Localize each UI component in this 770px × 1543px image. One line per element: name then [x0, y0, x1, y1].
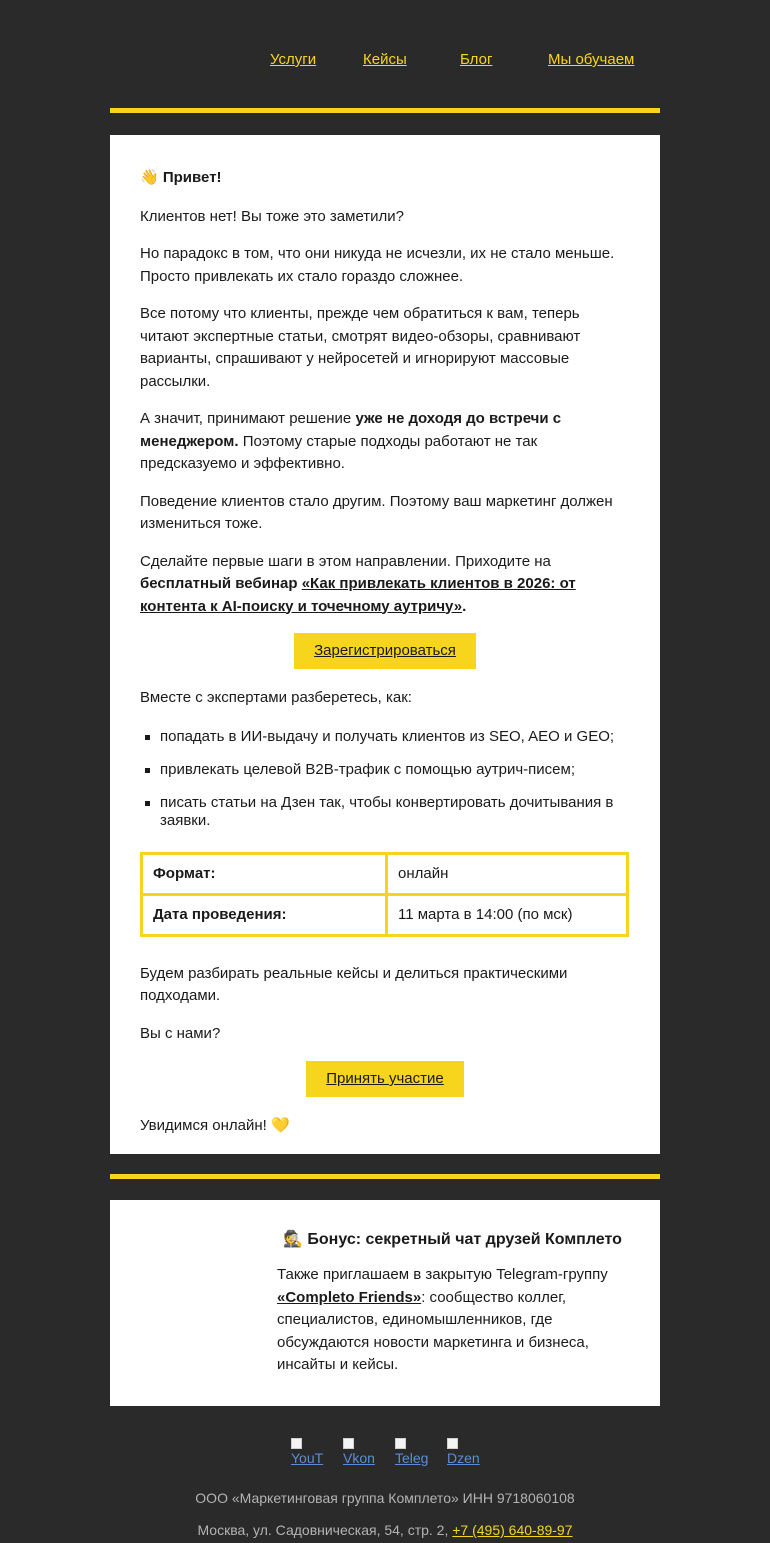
social-links: [0, 1438, 770, 1474]
date-label: Дата проведения:: [142, 894, 387, 935]
telegram-icon[interactable]: [395, 1438, 431, 1470]
benefits-list: [140, 728, 630, 830]
completo-friends-link[interactable]: «Completo Friends»: [277, 1288, 422, 1306]
footer-phone-link[interactable]: +7 (495) 640-89-97: [452, 1522, 573, 1538]
letter-body: [110, 135, 660, 1154]
paragraph-1: Клиентов нет! Вы тоже это заметили?: [140, 207, 405, 225]
bonus-text-end: : сообщество коллег, специалистов, единомышленников, где обсуждаются новости маркетинга и бизнеса, инсайты и кейсы.: [277, 1288, 589, 1373]
greeting-text: Привет!: [162, 169, 222, 186]
nav-link-learn[interactable]: Мы обучаем: [548, 51, 635, 68]
youtube-alt-text: YouT: [291, 1450, 324, 1466]
paragraph-4-bold: уже не доходя до встречи с менеджером.: [140, 410, 562, 450]
closing-text: Увидимся онлайн!: [140, 1117, 267, 1134]
bonus-title: [283, 1230, 630, 1250]
greeting: [140, 167, 630, 190]
paragraph-4-start: А значит, принимают решение: [140, 410, 356, 427]
bonus-block: [110, 1200, 660, 1406]
footer-address-text: Москва, ул. Садовническая, 54, стр. 2,: [197, 1522, 453, 1538]
join-button-wrap: [140, 1061, 630, 1097]
footer-company: ООО «Маркетинговая группа Комплето» ИНН 9718060108: [195, 1490, 575, 1506]
paragraph-3: Все потому что клиенты, прежде чем обратиться к вам, теперь читают экспертные статьи, смотрят видео-обзоры, сравнивают варианты, спрашивают у нейросетей и игнорируют массовые рассылки.: [140, 305, 581, 390]
bonus-text: [277, 1264, 630, 1377]
paragraph-6: [140, 551, 630, 619]
join-button[interactable]: Принять участие: [306, 1061, 464, 1097]
dzen-icon[interactable]: [447, 1438, 483, 1470]
broken-image-icon: [447, 1438, 458, 1449]
format-value: онлайн: [387, 853, 628, 894]
footer-address: [0, 1522, 770, 1538]
register-button[interactable]: Зарегистрироваться: [294, 633, 476, 669]
paragraph-5: Поведение клиентов стало другим. Поэтому ваш маркетинг должен измениться тоже.: [140, 492, 613, 532]
heart-icon: 💛: [271, 1117, 290, 1134]
nav-link-cases[interactable]: Кейсы: [363, 51, 407, 68]
table-row: [142, 894, 628, 935]
bonus-title-text: Бонус: секретный чат друзей Комплето: [307, 1231, 622, 1248]
broken-image-icon: [291, 1438, 302, 1449]
paragraph-6-end: .: [462, 597, 467, 615]
paragraph-6-bold: бесплатный вебинар: [140, 575, 302, 592]
paragraph-4: [140, 408, 630, 476]
paragraph-8: Вы с нами?: [140, 1024, 221, 1042]
paragraph-6-start: Сделайте первые шаги в этом направлении. Приходите на: [140, 552, 551, 570]
list-intro: Вместе с экспертами разберетесь, как:: [140, 689, 412, 706]
vk-alt-text: Vkon: [343, 1450, 375, 1466]
broken-image-icon: [395, 1438, 406, 1449]
table-row: [142, 853, 628, 894]
paragraph-4-end: Поэтому старые подходы работают не так предсказуемо и эффективно.: [140, 432, 538, 472]
nav-link-blog[interactable]: Блог: [460, 51, 493, 68]
format-label: Формат:: [142, 853, 387, 894]
divider-top: [110, 108, 660, 113]
list-item: привлекать целевой B2B-трафик с помощью аутрич-писем;: [140, 761, 630, 779]
paragraph-2: Но парадокс в том, что они никуда не исчезли, их не стало меньше. Просто привлекать их стало гораздо сложнее.: [140, 245, 615, 285]
paragraph-7: Будем разбирать реальные кейсы и делиться практическими подходами.: [140, 964, 568, 1004]
closing: [140, 1115, 630, 1138]
dzen-alt-text: Dzen: [447, 1450, 480, 1466]
date-value: 11 марта в 14:00 (по мск): [387, 894, 628, 935]
bonus-text-start: Также приглашаем в закрытую Telegram-группу: [277, 1266, 608, 1283]
webinar-link[interactable]: «Как привлекать клиентов в 2026: от контента к AI-поиску и точечному аутричу»: [140, 575, 576, 615]
list-item: попадать в ИИ-выдачу и получать клиентов из SEO, AEO и GEO;: [140, 728, 630, 746]
broken-image-icon: [343, 1438, 354, 1449]
event-info-table: [140, 852, 629, 937]
list-item: писать статьи на Дзен так, чтобы конвертировать дочитывания в заявки.: [140, 794, 630, 830]
youtube-icon[interactable]: [291, 1438, 327, 1470]
wave-icon: 👋: [140, 169, 159, 186]
spy-icon: 🕵: [283, 1231, 303, 1248]
telegram-alt-text: Teleg: [395, 1450, 429, 1466]
top-nav: [0, 0, 770, 110]
nav-link-services[interactable]: Услуги: [270, 51, 317, 68]
register-button-wrap: [140, 633, 630, 669]
divider-middle: [110, 1174, 660, 1179]
vk-icon[interactable]: [343, 1438, 379, 1470]
